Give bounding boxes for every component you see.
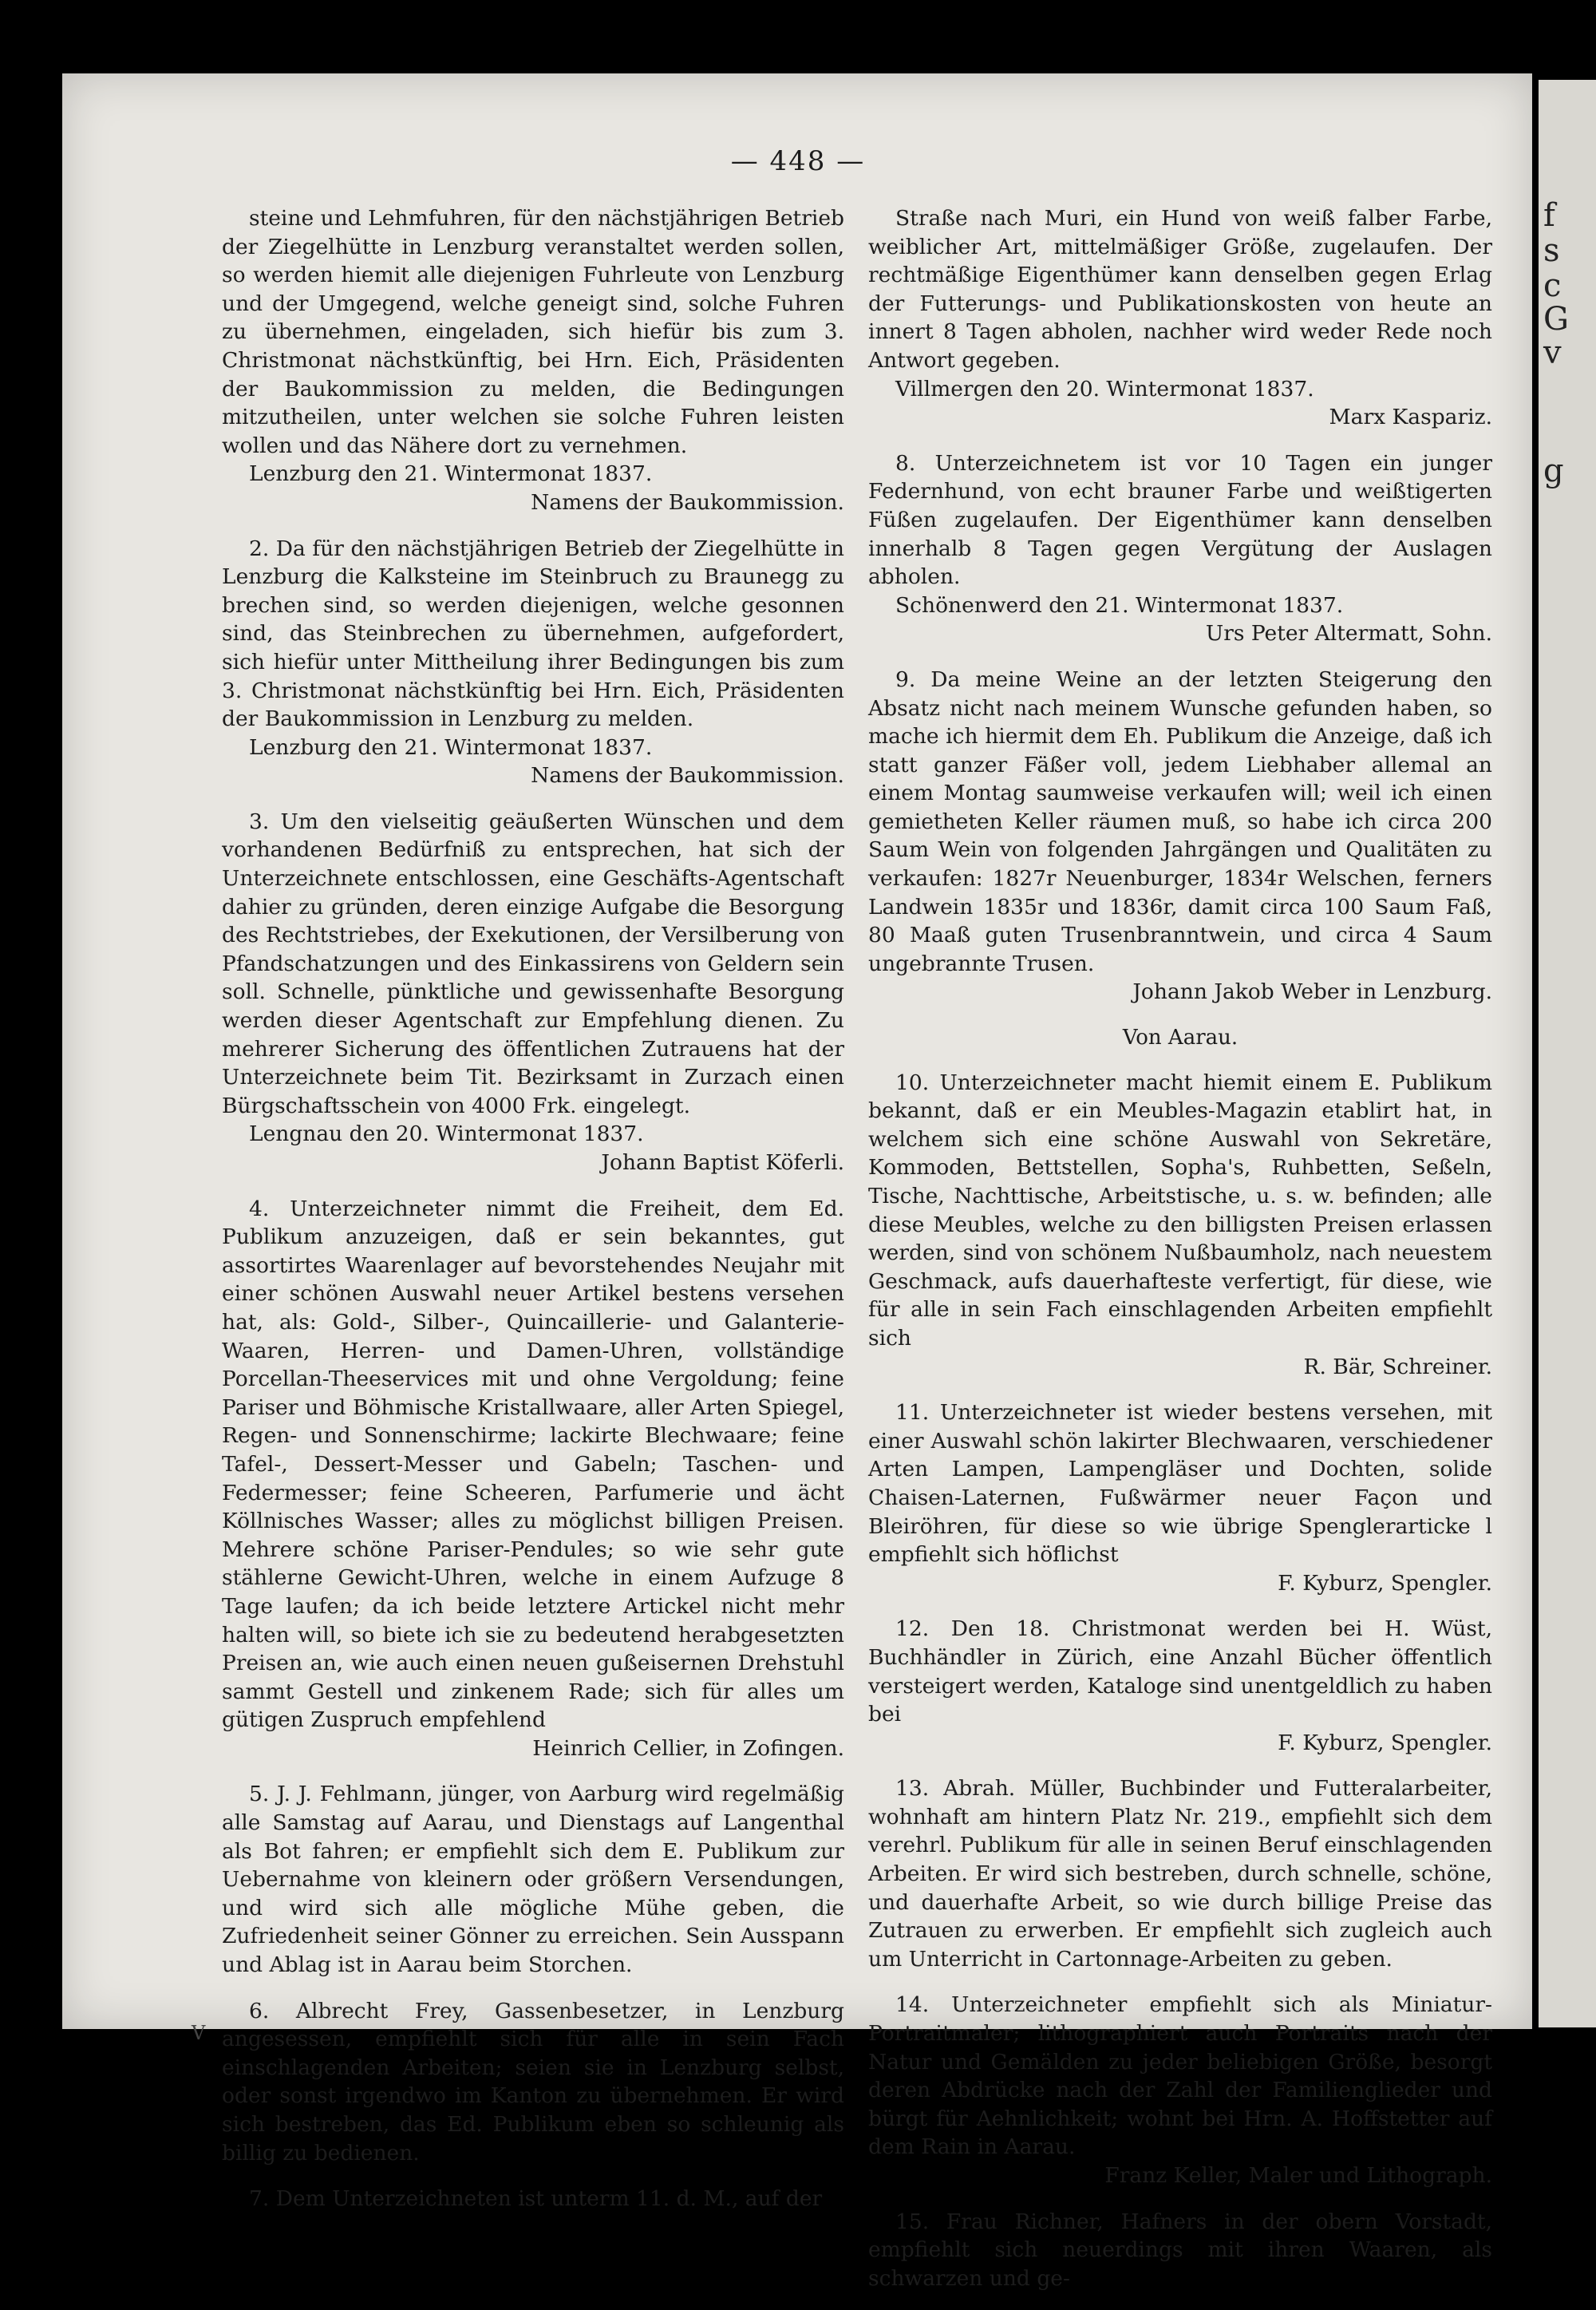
notice-signature: Johann Baptist Köferli. <box>601 1150 844 1175</box>
page-number: — 448 — <box>730 145 866 177</box>
notice-text: 2. Da für den nächstjährigen Betrieb der Ziegelhütte in Lenzburg die Kalksteine im Steinbruch zu Braunegg zu brechen sind, so werden diejenigen, welche gesonnen sind, das Steinbrechen zu übernehmen, aufgefordert, sich hiefür unter Mittheilung ihrer Bedingungen bis zum 3. Christmonat nächstkünftig bei Hrn. Eich, Präsidenten der Baukommission in Lenzburg zu melden. <box>222 536 844 732</box>
notice-entry <box>222 2185 844 2213</box>
adjacent-page-fragment: c <box>1543 267 1562 304</box>
notice-text: 3. Um den vielseitig geäußerten Wünschen und dem vorhandenen Bedürfniß zu entsprechen, hat sich der Unterzeichnete entschlossen, eine Geschäfts-Agentschaft dahier zu gründen, deren einzige Aufgabe die Besorgung des Rechtstriebes, der Exekutionen, der Versilberung von Pfandschatzungen und des Einkassirens von Geldern sein soll. Schnelle, pünktliche und gewissenhafte Besorgung werden dieser Agentschaft zur Empfehlung dienen. Zu mehrerer Sicherung des öffentlichen Zutrauens hat der Unterzeichnete beim Tit. Bezirksamt in Zurzach einen Bürgschaftsschein von 4000 Frk. eingelegt. <box>222 809 844 1118</box>
notice-signature: Namens der Baukommission. <box>531 763 844 789</box>
adjacent-page-edge <box>1539 80 1596 2027</box>
notice-text: 4. Unterzeichneter nimmt die Freiheit, dem Ed. Publikum anzuzeigen, daß er sein bekanntes, gut assortirtes Waarenlager auf bevorstehendes Neujahr mit einer schönen Auswahl neuer Artikel bestens versehen hat, als: Gold-, Silber-, Quincaillerie- und Galanterie-Waaren, Herren- und Damen-Uhren, vollständige Porcellan-Theeservices mit und ohne Vergoldung; feine Pariser und Böhmische Kristallwaare, aller Arten Spiegel, Regen- und Sonnenschirme; lackirte Blechwaare; feine Tafel-, Dessert-Messer und Gabeln; Taschen- und Federmesser; feine Scheeren, Parfumerie und ächt Köllnisches Wasser; alles zu möglichst billigen Preisen. Mehrere schöne Pariser-Pendules; so wie sehr gute stählerne Gewicht-Uhren, welche in einem Aufzuge 8 Tage laufen; da ich beide letztere Artickel nicht mehr halten will, so biete ich sie zu bedeutend herabgesetzten Preisen an, wie auch einen neuen gußeisernen Drehstuhl sammt Gestell und zinkenem Rade; sich für alles um gütigen Zuspruch empfehlend <box>222 1196 844 1733</box>
notice-entry <box>222 1195 844 1763</box>
notice-entry <box>868 204 1492 432</box>
notice-dateline: Lengnau den 20. Wintermonat 1837. <box>249 1121 644 1147</box>
adjacent-page-fragment: v <box>1543 334 1562 371</box>
adjacent-page-fragment: G <box>1543 301 1569 338</box>
notice-entry <box>868 1991 1492 2189</box>
notice-text: 5. J. J. Fehlmann, jünger, von Aarburg wird regelmäßig alle Samstag auf Aarau, und Dienstags auf Langenthal als Bot fahren; er empfiehlt sich dem E. Publikum zur Uebernahme von kleinern oder größern Versendungen, und wird sich alle mögliche Mühe geben, die Zufriedenheit seiner Gönner zu erreichen. Sein Ausspann und Ablag ist in Aarau beim Storchen. <box>222 1782 844 1978</box>
notice-entry <box>222 535 844 790</box>
notice-text: 13. Abrah. Müller, Buchbinder und Futteralarbeiter, wohnhaft am hintern Platz Nr. 219., empfiehlt sich dem verehrl. Publikum für alle in seinen Beruf einschlagenden Arbeiten. Er wird sich bestreben, durch schnelle, schöne, und dauerhafte Arbeit, so wie durch billige Preise das Zutrauen zu erwerben. Er empfiehlt sich zugleich auch um Unterricht in Cartonnage-Arbeiten zu geben. <box>868 1776 1492 1972</box>
notice-text: 7. Dem Unterzeichneten ist unterm 11. d. M., auf der <box>249 2186 823 2212</box>
notice-text: steine und Lehmfuhren, für den nächstjährigen Betrieb der Ziegelhütte in Lenzburg veranstaltet werden sollen, so werden hiemit alle diejenigen Fuhrleute von Lenzburg und der Umgegend, welche geneigt sind, solche Fuhren zu übernehmen, eingeladen, sich hiefür bis zum 3. Christmonat nächstkünftig, bei Hrn. Eich, Präsidenten der Baukommission zu melden, die Bedingungen mitzutheilen, unter welchen sie solche Fuhren leisten wollen und das Nähere dort zu vernehmen. <box>222 206 844 458</box>
notice-dateline: Schönenwerd den 21. Wintermonat 1837. <box>895 592 1344 618</box>
notice-entry <box>222 1997 844 2168</box>
notice-entry <box>222 204 844 517</box>
notice-entry <box>868 2208 1492 2293</box>
notice-signature: R. Bär, Schreiner. <box>1303 1354 1492 1379</box>
notice-entry <box>868 666 1492 1007</box>
notice-signature: Namens der Baukommission. <box>531 489 844 515</box>
notice-text: 8. Unterzeichnetem ist vor 10 Tagen ein junger Federnhund, von echt brauner Farbe und weißtigerten Füßen zugelaufen. Der Eigenthümer kann denselben innerhalb 8 Tagen gegen Vergütung der Auslagen abholen. <box>868 450 1492 590</box>
notice-signature: Franz Keller, Maler und Lithograph. <box>1104 2163 1492 2188</box>
notice-text: 14. Unterzeichneter empfiehlt sich als Miniatur-Portraitmaler; lithographiert auch Portraits nach der Natur und Gemälden zu jeder beliebigen Größe, besorgt deren Abdrücke nach der Zahl der Familienglieder und bürgt für Aehnlichkeit; wohnt bei Hrn. A. Hoffstetter auf dem Rain in Aarau. <box>868 1992 1492 2160</box>
notice-text: 9. Da meine Weine an der letzten Steigerung den Absatz nicht nach meinem Wunsche gefunden haben, so mache ich hiermit dem Eh. Publikum die Anzeige, daß ich statt ganzer Fäßer voll, jedem Liebhaber allemal an einem Montag saumweise verkaufen will; weil ich einen gemietheten Keller räumen muß, so habe ich circa 200 Saum Wein von folgenden Jahrgängen und Qualitäten zu verkaufen: 1827r Neuenburger, 1834r Welschen, ferners Landwein 1835r und 1836r, damit circa 100 Saum Faß, 80 Maaß guten Trusenbranntwein, und circa 4 Saum ungebrannte Trusen. <box>868 666 1492 976</box>
notice-entry <box>868 1615 1492 1757</box>
left-column <box>222 204 844 2231</box>
notice-entry <box>222 808 844 1177</box>
adjacent-page-fragment: s <box>1543 232 1560 269</box>
notice-text: 12. Den 18. Christmonat werden bei H. Wüst, Buchhändler in Zürich, eine Anzahl Bücher öffentlich versteigert werden, Kataloge sind unentgeldlich zu haben bei <box>868 1616 1492 1727</box>
notice-text: 6. Albrecht Frey, Gassenbesetzer, in Lenzburg angesessen, empfiehlt sich für alle in sein Fach einschlagenden Arbeiten; seien sie in Lenzburg selbst, oder sonst irgendwo im Kanton zu übernehmen. Er wird sich bestreben, das Ed. Publikum eben so schleunig als billig zu bedienen. <box>222 1998 844 2166</box>
notice-entry <box>868 1774 1492 1973</box>
notice-signature: Heinrich Cellier, in Zofingen. <box>532 1735 844 1761</box>
notice-signature: F. Kyburz, Spengler. <box>1278 1570 1492 1596</box>
adjacent-page-fragment: g <box>1543 453 1564 489</box>
notice-text: Straße nach Muri, ein Hund von weiß falber Farbe, weiblicher Art, mittelmäßiger Größe, zugelaufen. Der rechtmäßige Eigenthümer kann denselben gegen Erlag der Futterungs- und Publikationskosten von heute an innert 8 Tagen abholen, nachher wird weder Rede noch Antwort gegeben. <box>868 206 1492 373</box>
notice-signature: Johann Jakob Weber in Lenzburg. <box>1132 979 1492 1005</box>
notice-dateline: Lenzburg den 21. Wintermonat 1837. <box>249 734 653 760</box>
notice-signature: Marx Kaspariz. <box>1329 405 1492 430</box>
notice-entry <box>868 449 1492 648</box>
section-heading: Von Aarau. <box>1122 1026 1238 1050</box>
notice-signature: F. Kyburz, Spengler. <box>1278 1730 1492 1755</box>
adjacent-page-fragment: f <box>1543 197 1555 234</box>
notice-dateline: Lenzburg den 21. Wintermonat 1837. <box>249 461 653 487</box>
right-column <box>868 204 1492 2310</box>
notice-signature: Urs Peter Altermatt, Sohn. <box>1205 621 1492 647</box>
notice-text: 11. Unterzeichneter ist wieder bestens versehen, mit einer Auswahl schön lakirter Blechwaaren, verschiedener Arten Lampen, Lampengläser und Dochten, solide Chaisen-Laternen, Fußwärmer neuer Façon und Bleiröhren, für diese so wie übrige Spenglerarticke l empfiehlt sich höflichst <box>868 1400 1492 1568</box>
notice-text: 10. Unterzeichneter macht hiemit einem E. Publikum bekannt, daß er ein Meubles-Magazin etablirt hat, in welchem sich eine schöne Auswahl von Sekretäre, Kommoden, Bettstellen, Sopha's, Ruhbetten, Seßeln, Tische, Nachttische, Arbeitstische, u. s. w. befinden; alle diese Meubles, welche zu den billigsten Preisen erlassen werden, sind von schönem Nußbaumholz, nach neuestem Geschmack, aufs dauerhafteste verfertigt, für diese, wie für alle in sein Fach einschlagenden Arbeiten empfiehlt sich <box>868 1070 1492 1351</box>
notice-entry <box>868 1024 1492 1381</box>
edge-mark: V <box>192 2022 206 2044</box>
notice-entry <box>868 1398 1492 1597</box>
notice-text: 15. Frau Richner, Hafners in der obern Vorstadt, empfiehlt sich neuerdings mit ihren Waaren, als schwarzen und ge- <box>868 2209 1492 2291</box>
notice-dateline: Villmergen den 20. Wintermonat 1837. <box>895 376 1314 401</box>
notice-entry <box>222 1780 844 1979</box>
